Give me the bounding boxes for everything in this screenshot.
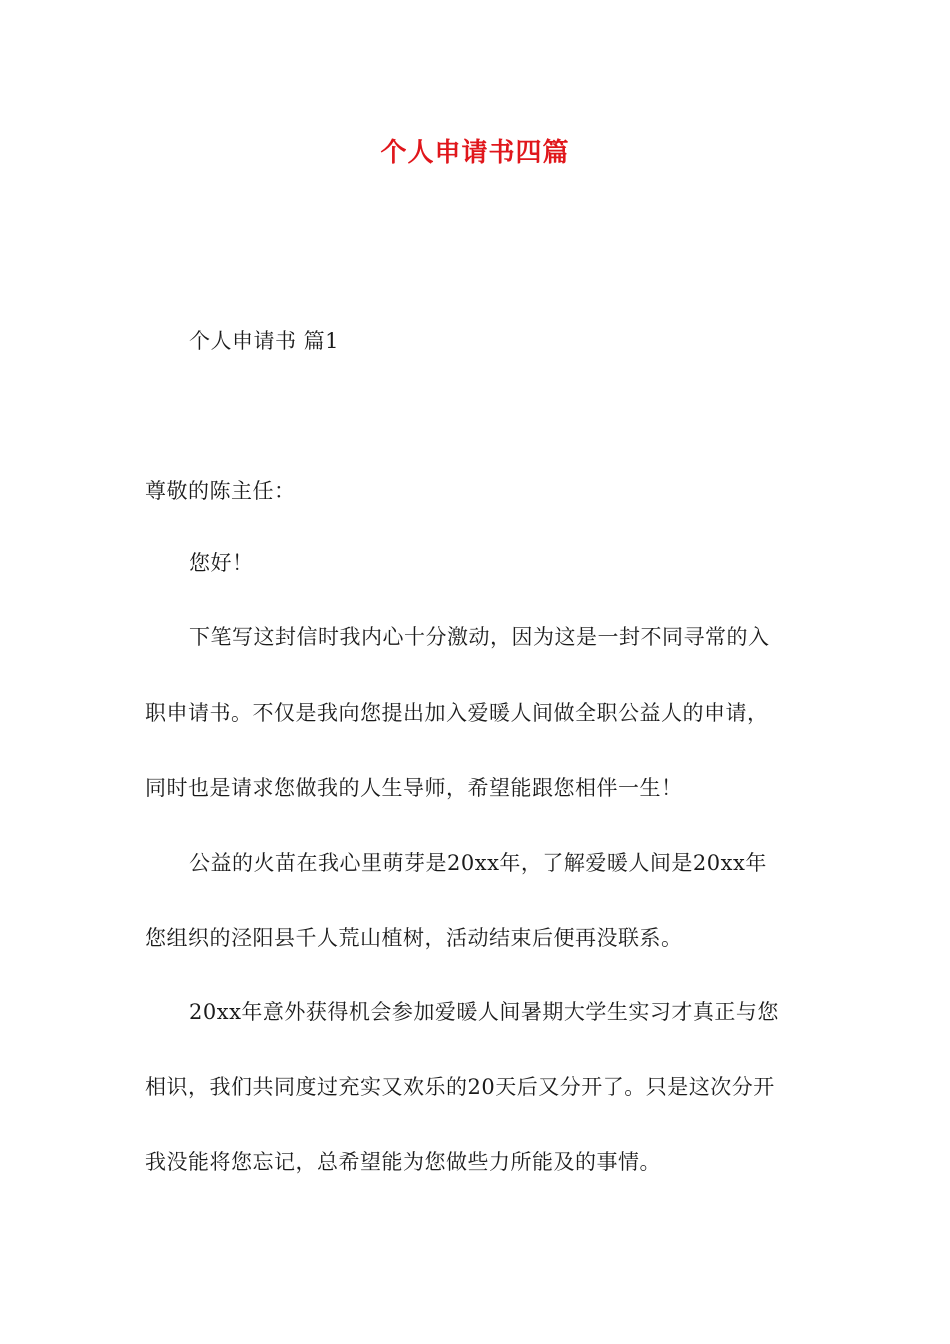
paragraph-line: 职申请书。不仅是我向您提出加入爱暖人间做全职公益人的申请， — [145, 701, 769, 725]
paragraph-line: 我没能将您忘记，总希望能为您做些力所能及的事情。 — [145, 1150, 661, 1174]
section-heading: 个人申请书 篇1 — [189, 329, 340, 353]
paragraph-line: 下笔写这封信时我内心十分激动，因为这是一封不同寻常的入 — [189, 625, 770, 649]
salutation: 尊敬的陈主任： — [145, 479, 296, 503]
greeting: 您好！ — [189, 551, 254, 575]
paragraph-line: 20xx年意外获得机会参加爱暖人间暑期大学生实习才真正与您 — [189, 1000, 779, 1024]
document-title: 个人申请书四篇 — [380, 138, 570, 168]
paragraph-line: 相识，我们共同度过充实又欢乐的20天后又分开了。只是这次分开 — [145, 1075, 775, 1099]
paragraph-line: 您组织的泾阳县千人荒山植树，活动结束后便再没联系。 — [145, 926, 683, 950]
paragraph-line: 公益的火苗在我心里萌芽是20xx年，了解爱暖人间是20xx年 — [189, 851, 767, 875]
paragraph-line: 同时也是请求您做我的人生导师，希望能跟您相伴一生！ — [145, 776, 683, 800]
